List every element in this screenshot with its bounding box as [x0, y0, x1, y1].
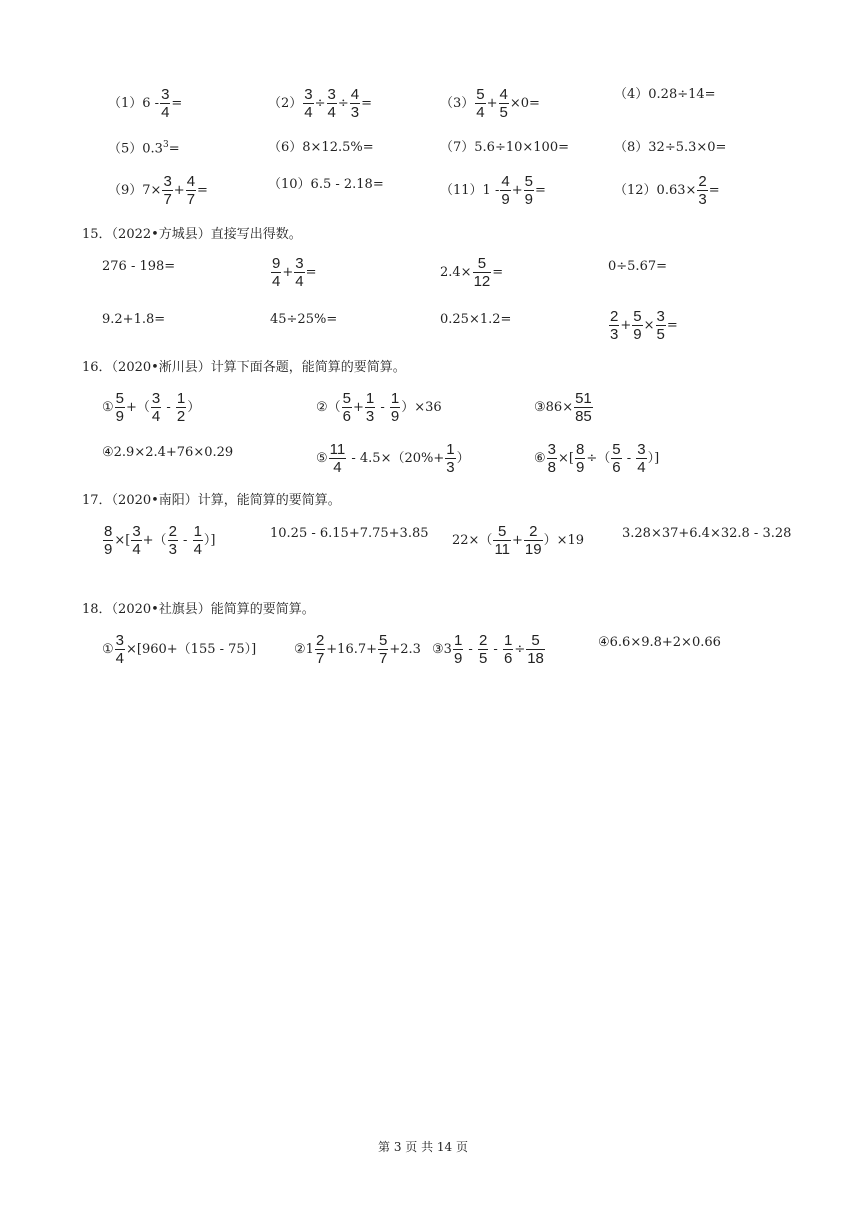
fraction-denominator: 6	[503, 650, 513, 667]
fraction	[445, 441, 455, 476]
fraction-numerator: 9	[272, 255, 281, 272]
fraction-numerator: 3	[304, 86, 313, 103]
expression-text: -	[162, 400, 175, 415]
q15-problem-e: 9.2+1.8=	[102, 312, 166, 327]
expression-text: 22×（	[452, 533, 493, 548]
fraction-denominator: 3	[698, 191, 707, 208]
expression-text: =	[305, 265, 317, 280]
expression-text: ）]	[203, 533, 216, 548]
q14-problem-10: （10）6.5 - 2.18=	[268, 177, 384, 192]
q17-problem-4: 3.28×37+6.4×32.8 - 3.28	[622, 526, 792, 541]
fraction	[115, 390, 125, 425]
expression-text: ×[960+（155 - 75）]	[126, 642, 257, 657]
fraction-denominator: 4	[193, 541, 202, 558]
q15-problem-d: 0÷5.67=	[608, 259, 668, 274]
fraction-numerator: 1	[453, 632, 463, 649]
fraction-denominator: 4	[304, 104, 313, 121]
expression-text: +	[620, 318, 632, 333]
fraction-numerator: 1	[193, 523, 202, 540]
q16-problem-3	[534, 390, 594, 425]
expression-text: -	[178, 533, 192, 548]
q16-problem-2	[316, 390, 442, 425]
fraction	[342, 390, 352, 425]
fraction-numerator: 5	[498, 523, 507, 540]
fraction	[526, 632, 545, 667]
fraction-denominator: 5	[656, 326, 665, 343]
expression-text: ×[	[558, 451, 574, 466]
expression-text: ×	[643, 318, 655, 333]
expression-text: =	[492, 265, 504, 280]
expression-text: =	[666, 318, 678, 333]
fraction	[115, 632, 125, 667]
q14-problem-1	[108, 86, 182, 121]
expression-text: =	[708, 183, 720, 198]
fraction-denominator: 85	[575, 408, 592, 425]
fraction-denominator: 4	[132, 541, 141, 558]
q15-problem-c	[440, 255, 503, 290]
q16-problem-4: ④2.9×2.4+76×0.29	[102, 445, 234, 460]
expression-text: +	[282, 265, 294, 280]
fraction-denominator: 4	[161, 104, 170, 121]
expression-text: +	[173, 183, 185, 198]
fraction-numerator: 2	[610, 308, 619, 325]
fraction	[193, 523, 203, 558]
fraction-numerator: 3	[295, 255, 304, 272]
expression-text: ÷	[337, 96, 349, 111]
fraction-denominator: 4	[327, 104, 336, 121]
fraction	[503, 632, 513, 667]
fraction-numerator: 5	[115, 390, 124, 407]
fraction-numerator: 3	[151, 390, 161, 407]
expression-text: +2.3	[389, 642, 421, 657]
fraction-numerator: 11	[329, 441, 346, 458]
fraction-denominator: 9	[115, 408, 124, 425]
q16-problem-6	[534, 441, 659, 476]
expression-text: =	[197, 183, 208, 198]
expression-text: +16.7+	[326, 642, 378, 657]
fraction-numerator: 3	[115, 632, 124, 649]
fraction-denominator: 11	[494, 541, 511, 558]
expression-text: ÷（	[586, 451, 611, 466]
fraction-denominator: 7	[163, 191, 172, 208]
fraction-numerator: 8	[575, 441, 585, 458]
fraction-denominator: 7	[186, 191, 196, 208]
expression-text: 2.4×	[440, 265, 472, 280]
fraction-denominator: 2	[176, 408, 186, 425]
fraction-numerator: 3	[161, 86, 170, 103]
fraction-numerator: 1	[503, 632, 513, 649]
fraction	[162, 173, 172, 208]
fraction-denominator: 12	[473, 273, 491, 290]
expression-text: 3	[162, 140, 169, 150]
q18-problem-4: ④6.6×9.8+2×0.66	[598, 635, 721, 650]
expression-text: ①	[102, 642, 114, 657]
fraction-numerator: 3	[327, 86, 336, 103]
expression-text: =	[534, 183, 546, 198]
fraction	[524, 173, 534, 208]
fraction	[656, 308, 666, 343]
fraction-numerator: 2	[315, 632, 325, 649]
fraction-numerator: 1	[176, 390, 186, 407]
fraction	[493, 523, 511, 558]
fraction-denominator: 7	[315, 650, 325, 667]
fraction	[547, 441, 557, 476]
fraction-denominator: 5	[478, 650, 488, 667]
fraction	[500, 173, 510, 208]
fraction-denominator: 4	[637, 459, 646, 476]
fraction	[390, 390, 400, 425]
fraction-denominator: 9	[453, 650, 463, 667]
expression-text: ）]	[647, 451, 660, 466]
q15-heading: 15．（2022•方城县）直接写出得数。	[82, 227, 302, 242]
expression-text: +	[512, 533, 523, 548]
fraction	[475, 86, 485, 121]
expression-text: ×0=	[509, 96, 540, 111]
fraction-denominator: 4	[295, 273, 304, 290]
fraction	[168, 523, 178, 558]
fraction	[609, 308, 619, 343]
fraction-numerator: 4	[501, 173, 510, 190]
q17-problem-3	[452, 523, 584, 558]
expression-text: ①	[102, 400, 114, 415]
fraction-numerator: 5	[477, 255, 487, 272]
fraction-numerator: 2	[698, 173, 707, 190]
fraction-denominator: 3	[168, 541, 177, 558]
fraction	[271, 255, 281, 290]
q14-problem-11	[440, 173, 546, 208]
fraction-numerator: 1	[365, 390, 375, 407]
q14-problem-8: （8）32÷5.3×0=	[614, 140, 727, 155]
expression-text: -	[376, 400, 389, 415]
expression-text: ）	[187, 400, 201, 415]
fraction-denominator: 9	[501, 191, 510, 208]
fraction-denominator: 3	[365, 408, 375, 425]
fraction-numerator: 5	[531, 632, 540, 649]
q14-problem-6: （6）8×12.5%=	[268, 140, 374, 155]
fraction	[151, 390, 161, 425]
fraction-denominator: 18	[527, 650, 544, 667]
fraction-numerator: 5	[379, 632, 388, 649]
fraction-numerator: 5	[476, 86, 485, 103]
fraction	[365, 390, 375, 425]
expression-text: （1）6 -	[108, 96, 160, 111]
expression-text: +	[486, 96, 498, 111]
expression-text: （9）7×	[108, 183, 162, 198]
fraction	[697, 173, 707, 208]
expression-text: （3）	[440, 96, 475, 111]
expression-text: -	[622, 451, 636, 466]
q16-problem-1	[102, 390, 200, 425]
fraction-numerator: 4	[499, 86, 508, 103]
q18-problem-2	[294, 632, 421, 667]
fraction-numerator: 3	[547, 441, 556, 458]
q14-problem-5: $(5)0.3^3=$	[108, 140, 180, 157]
expression-text: +（	[126, 400, 150, 415]
q15-problem-a: 276 - 198=	[102, 259, 176, 274]
fraction-denominator: 9	[575, 459, 585, 476]
fraction	[131, 523, 141, 558]
page-footer: 第 3 页 共 14 页	[378, 1140, 468, 1154]
fraction-numerator: 2	[529, 523, 538, 540]
fraction-denominator: 8	[547, 459, 556, 476]
fraction-denominator: 4	[333, 459, 342, 476]
fraction	[473, 255, 492, 290]
expression-text: ⑥	[534, 451, 546, 466]
q14-problem-2	[268, 86, 372, 121]
fraction-numerator: 8	[104, 523, 113, 540]
fraction	[453, 632, 463, 667]
fraction-numerator: 3	[656, 308, 665, 325]
fraction-numerator: 5	[524, 173, 533, 190]
q14-problem-3	[440, 86, 540, 121]
fraction	[478, 632, 488, 667]
expression-text: -	[489, 642, 502, 657]
expression-text: ②1	[294, 642, 314, 657]
fraction	[160, 86, 170, 121]
fraction-numerator: 5	[633, 308, 642, 325]
fraction-numerator: 4	[186, 173, 196, 190]
fraction	[632, 308, 642, 343]
fraction-numerator: 5	[612, 441, 621, 458]
fraction-denominator: 9	[104, 541, 113, 558]
fraction-numerator: 2	[478, 632, 488, 649]
expression-text: - 4.5×（20%+	[347, 451, 445, 466]
fraction-denominator: 3	[610, 326, 619, 343]
fraction-numerator: 2	[168, 523, 177, 540]
fraction-numerator: 51	[575, 390, 592, 407]
expression-text: （11）1 -	[440, 183, 500, 198]
expression-text: （12）0.63×	[614, 183, 697, 198]
q15-problem-g: 0.25×1.2=	[440, 312, 512, 327]
expression-text: ②（	[316, 400, 341, 415]
fraction	[176, 390, 186, 425]
expression-text: =	[361, 96, 373, 111]
fraction	[103, 523, 113, 558]
expression-text: ③3	[432, 642, 452, 657]
q15-problem-b	[270, 255, 317, 290]
q15-problem-f: 45÷25%=	[270, 312, 338, 327]
expression-text: =	[171, 96, 183, 111]
fraction-denominator: 9	[633, 326, 642, 343]
expression-text: ⑤	[316, 451, 328, 466]
fraction-denominator: 3	[446, 459, 455, 476]
expression-text: ÷	[314, 96, 326, 111]
fraction	[315, 632, 325, 667]
fraction-numerator: 4	[350, 86, 360, 103]
fraction-numerator: 3	[163, 173, 172, 190]
fraction-denominator: 3	[350, 104, 360, 121]
fraction	[350, 86, 360, 121]
fraction	[186, 173, 196, 208]
expression-text: ）×36	[401, 400, 442, 415]
fraction-denominator: 4	[476, 104, 485, 121]
fraction-numerator: 1	[446, 441, 455, 458]
fraction-denominator: 5	[499, 104, 508, 121]
q18-problem-3	[432, 632, 546, 667]
fraction	[636, 441, 646, 476]
fraction-denominator: 4	[115, 650, 124, 667]
q17-problem-2: 10.25 - 6.15+7.75+3.85	[270, 526, 429, 541]
fraction-numerator: 5	[342, 390, 351, 407]
expression-text: -	[464, 642, 477, 657]
fraction	[329, 441, 347, 476]
fraction	[499, 86, 509, 121]
fraction-denominator: 6	[342, 408, 351, 425]
fraction-denominator: 19	[524, 541, 542, 558]
fraction	[524, 523, 543, 558]
fraction-denominator: 9	[524, 191, 533, 208]
fraction	[378, 632, 388, 667]
q16-heading: 16．（2020•淅川县）计算下面各题，能简算的要简算。	[82, 360, 406, 375]
fraction	[327, 86, 337, 121]
fraction-denominator: 4	[151, 408, 161, 425]
q18-heading: 18．（2020•社旗县）能简算的要简算。	[82, 602, 315, 617]
fraction	[303, 86, 313, 121]
q14-problem-9	[108, 173, 208, 208]
expression-text: ③86×	[534, 400, 574, 415]
fraction-denominator: 9	[390, 408, 400, 425]
expression-text: +（	[142, 533, 167, 548]
q14-problem-4: （4）0.28÷14=	[614, 87, 716, 102]
expression-text: +	[353, 400, 364, 415]
fraction	[294, 255, 304, 290]
q14-problem-12	[614, 173, 720, 208]
expression-text: +	[511, 183, 523, 198]
fraction	[574, 390, 593, 425]
q16-problem-5	[316, 441, 470, 476]
q15-problem-h	[608, 308, 678, 343]
expression-text: （2）	[268, 96, 303, 111]
fraction-numerator: 3	[132, 523, 141, 540]
fraction-numerator: 3	[637, 441, 646, 458]
fraction-denominator: 4	[272, 273, 281, 290]
q14-problem-7: （7）5.6÷10×100=	[440, 140, 569, 155]
fraction	[611, 441, 621, 476]
expression-text: ×[	[114, 533, 131, 548]
fraction-numerator: 1	[390, 390, 400, 407]
fraction-denominator: 6	[612, 459, 621, 476]
q17-problem-1	[102, 523, 216, 558]
expression-text: ）×19	[543, 533, 585, 548]
fraction-denominator: 7	[379, 650, 388, 667]
fraction	[575, 441, 585, 476]
expression-text: ÷	[514, 642, 526, 657]
expression-text: ）	[456, 451, 470, 466]
q17-heading: 17．（2020•南阳）计算，能简算的要简算。	[82, 493, 341, 508]
q18-problem-1	[102, 632, 256, 667]
